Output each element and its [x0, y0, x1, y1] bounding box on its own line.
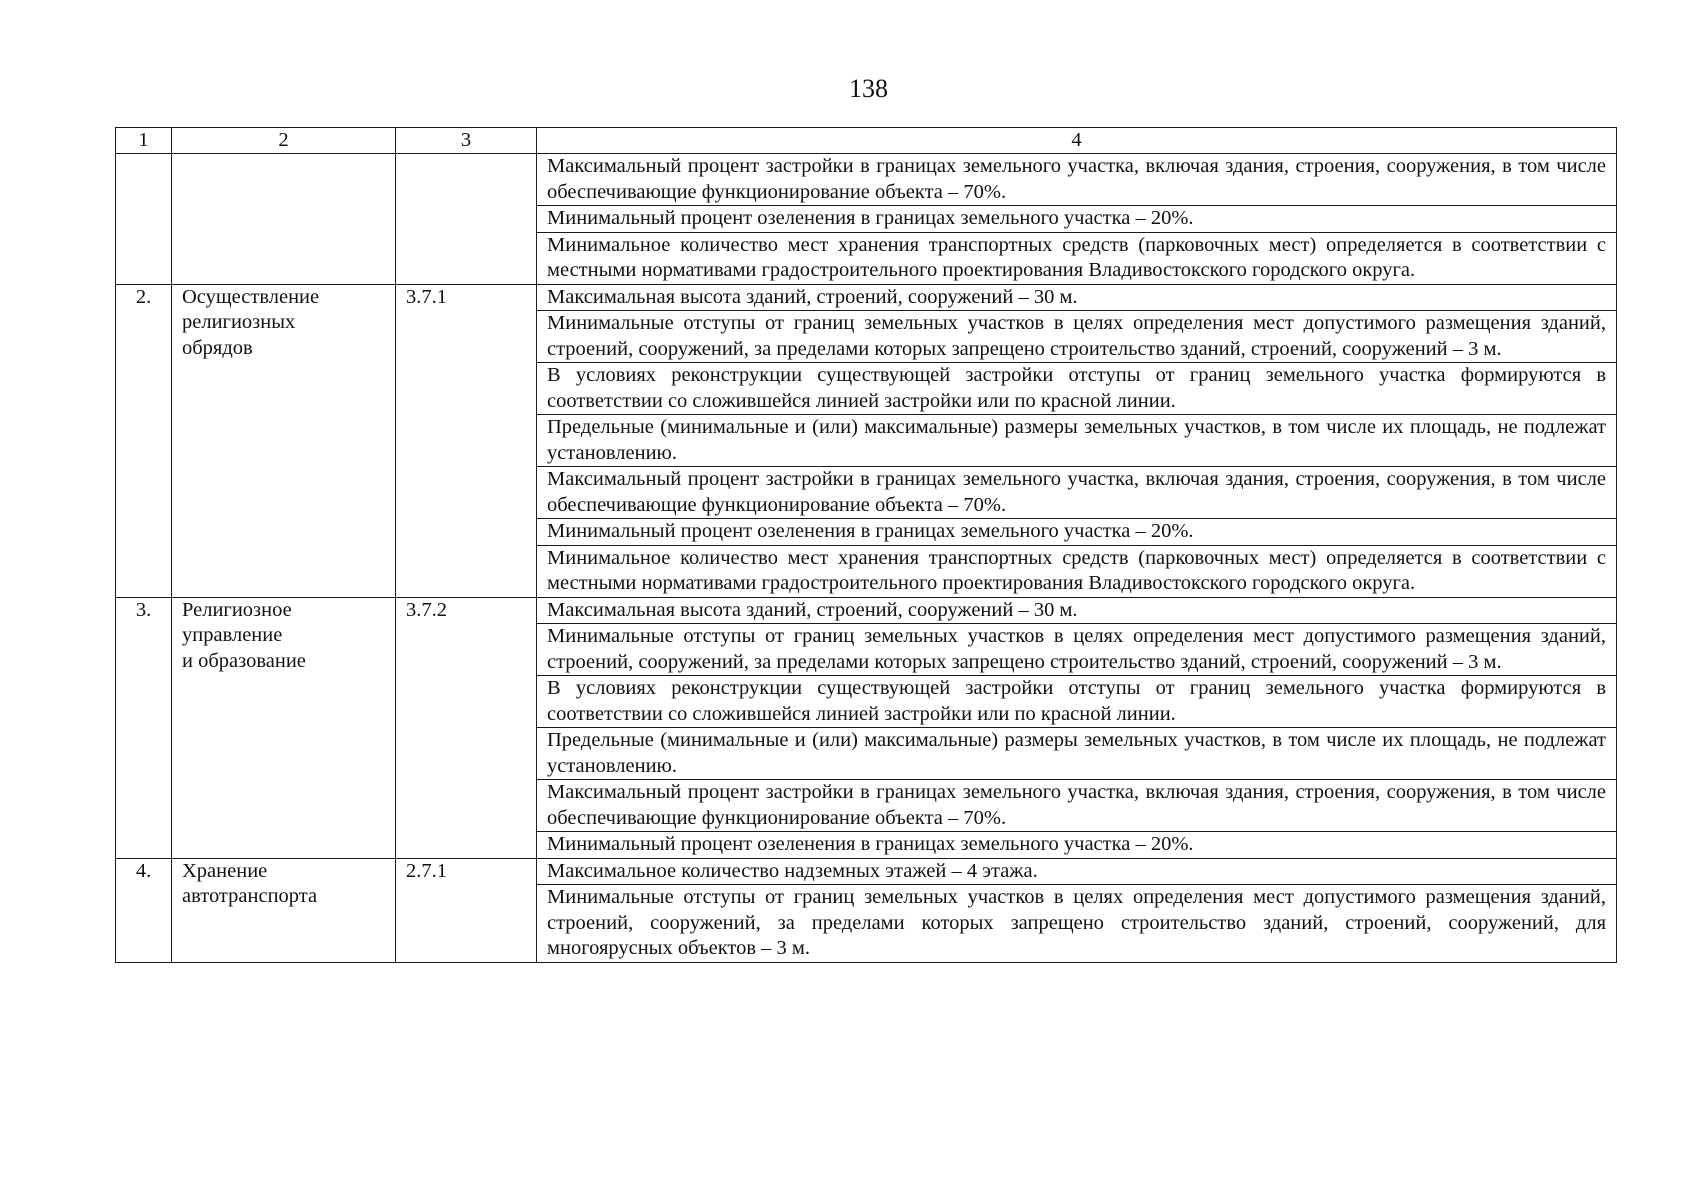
parameter-text: Максимальный процент застройки в границах земельного участка, включая здания, строения, сооружения, в том числе обеспечивающие функционирование объекта – 70%.	[537, 467, 1617, 519]
use-type-name-line: и образование	[182, 649, 306, 672]
use-type-name-line: Религиозное	[182, 598, 292, 621]
use-type-name-line: автотранспорта	[182, 885, 318, 907]
column-header-1: 1	[116, 128, 172, 154]
column-header-2: 2	[172, 128, 396, 154]
parameter-text: Минимальный процент озеленения в границах земельного участка – 20%.	[537, 832, 1617, 859]
use-type-code	[396, 154, 537, 285]
table-row	[116, 597, 1617, 624]
table-row	[116, 154, 1617, 206]
column-header-3: 3	[396, 128, 537, 154]
use-type-name-line: обрядов	[182, 336, 253, 359]
row-number	[116, 154, 172, 285]
use-type-name	[172, 597, 396, 858]
column-header-4: 4	[537, 128, 1617, 154]
use-type-name	[172, 284, 396, 597]
use-type-code: 3.7.2	[396, 597, 537, 858]
use-type-name-line: управление	[182, 624, 283, 646]
parameter-text: Предельные (минимальные и (или) максимальные) размеры земельных участков, в том числе их площадь, не подлежат установлению.	[537, 415, 1617, 467]
row-number: 4.	[116, 858, 172, 962]
row-number: 3.	[116, 597, 172, 858]
parameter-text: Минимальное количество мест хранения транспортных средств (парковочных мест) определяется в соответствии с местными нормативами градостроительного проектирования Владивостокского городского округа.	[537, 232, 1617, 284]
parameter-text: В условиях реконструкции существующей застройки отступы от границ земельного участка формируются в соответствии со сложившейся линией застройки или по красной линии.	[537, 363, 1617, 415]
table-row	[116, 284, 1617, 311]
parameter-text: Максимальная высота зданий, строений, сооружений – 30 м.	[537, 284, 1617, 311]
header-row	[116, 128, 1617, 154]
use-type-name	[172, 858, 396, 962]
row-number: 2.	[116, 284, 172, 597]
parameter-text: Максимальная высота зданий, строений, сооружений – 30 м.	[537, 597, 1617, 624]
page-number: 138	[849, 74, 888, 103]
use-type-name-line: Хранение	[182, 859, 268, 882]
parameter-text: Минимальные отступы от границ земельных участков в целях определения мест допустимого размещения зданий, строений, сооружений, за пределами которых запрещено строительство зданий, строений, сооружений – 3 м.	[537, 311, 1617, 363]
use-type-code: 3.7.1	[396, 284, 537, 597]
use-type-name-line: Осуществление	[182, 285, 320, 308]
parameter-text: Максимальный процент застройки в границах земельного участка, включая здания, строения, сооружения, в том числе обеспечивающие функционирование объекта – 70%.	[537, 154, 1617, 206]
use-type-name	[172, 154, 396, 285]
parameter-text: Минимальное количество мест хранения транспортных средств (парковочных мест) определяется в соответствии с местными нормативами градостроительного проектирования Владивостокского городского округа.	[537, 545, 1617, 597]
parameter-text: Минимальный процент озеленения в границах земельного участка – 20%.	[537, 519, 1617, 546]
parameter-text: Максимальное количество надземных этажей – 4 этажа.	[537, 858, 1617, 885]
use-type-code: 2.7.1	[396, 858, 537, 962]
parameter-text: Предельные (минимальные и (или) максимальные) размеры земельных участков, в том числе их площадь, не подлежат установлению.	[537, 728, 1617, 780]
parameter-text: Минимальные отступы от границ земельных участков в целях определения мест допустимого размещения зданий, строений, сооружений, за пределами которых запрещено строительство зданий, строений, сооружений – 3 м.	[537, 624, 1617, 676]
parameter-text: В условиях реконструкции существующей застройки отступы от границ земельного участка формируются в соответствии со сложившейся линией застройки или по красной линии.	[537, 676, 1617, 728]
table-body	[116, 154, 1617, 963]
parameter-text: Минимальные отступы от границ земельных участков в целях определения мест допустимого размещения зданий, строений, сооружений, за пределами которых запрещено строительство зданий, строений, сооружений, для многоярусных объектов – 3 м.	[537, 885, 1617, 963]
table-row	[116, 858, 1617, 885]
parameter-text: Максимальный процент застройки в границах земельного участка, включая здания, строения, сооружения, в том числе обеспечивающие функционирование объекта – 70%.	[537, 780, 1617, 832]
use-type-name-line: религиозных	[182, 311, 296, 333]
regulations-table	[115, 127, 1617, 963]
parameter-text: Минимальный процент озеленения в границах земельного участка – 20%.	[537, 206, 1617, 233]
